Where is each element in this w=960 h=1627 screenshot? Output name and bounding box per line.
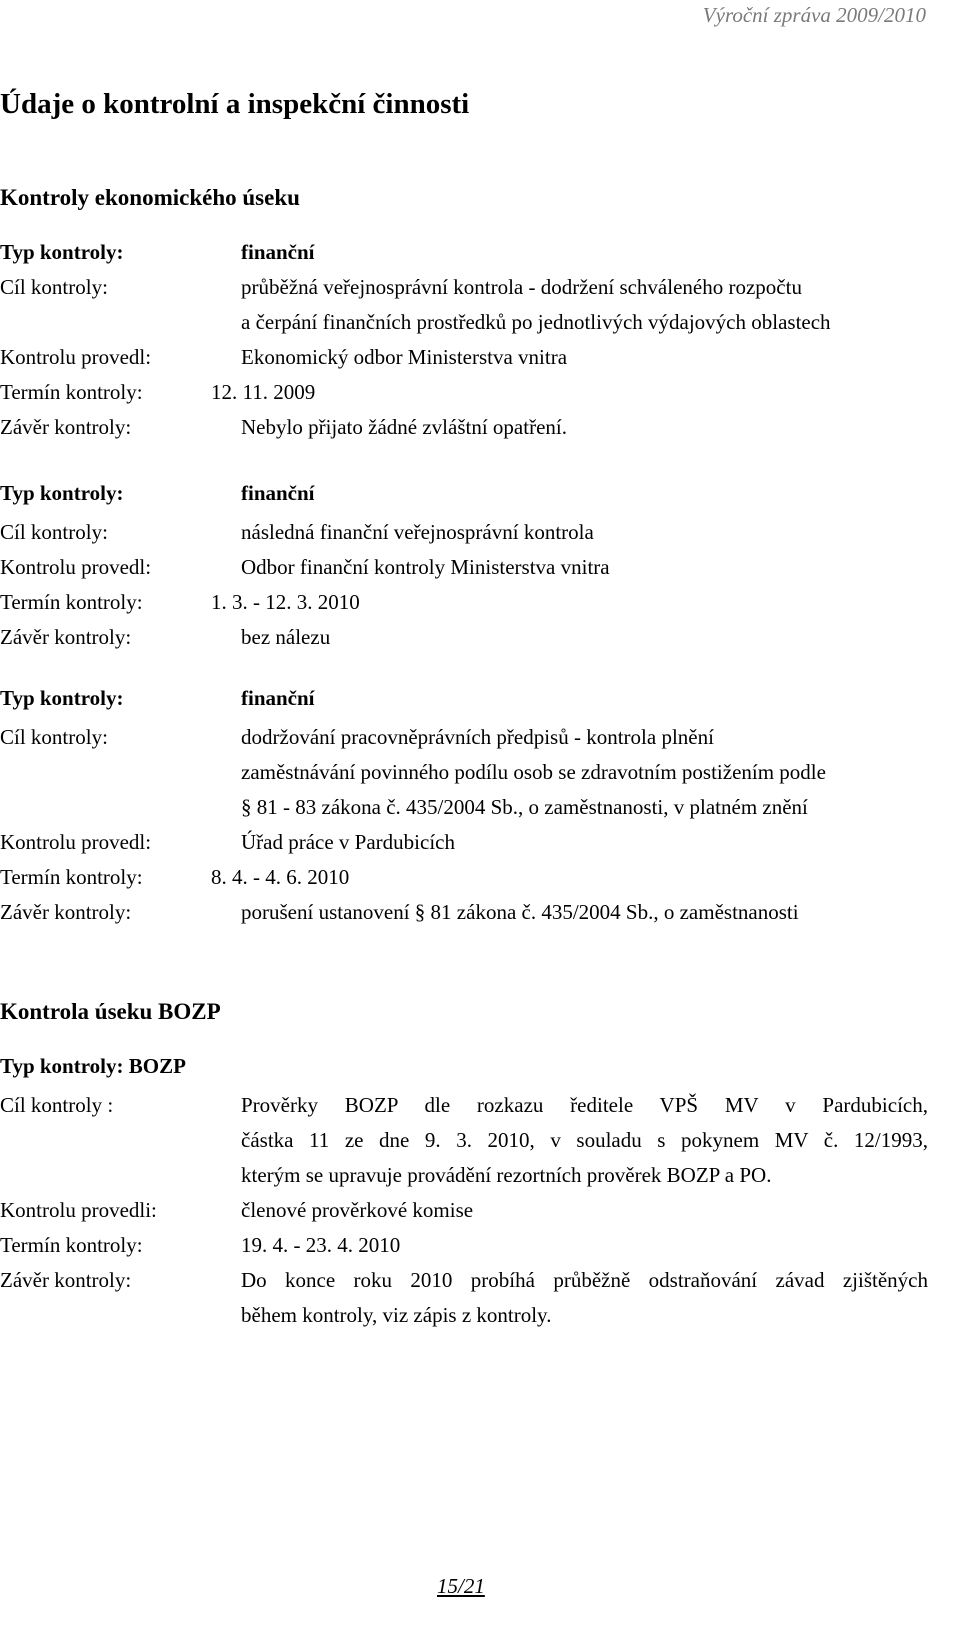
control-block-2 bbox=[0, 476, 928, 655]
control-type-value: finanční bbox=[241, 481, 315, 505]
control-type-row bbox=[0, 476, 928, 511]
bozp-goal-line: částka 11 ze dne 9. 3. 2010, v souladu s pokynem MV č. 12/1993, bbox=[241, 1128, 928, 1152]
control-performed-value: Ekonomický odbor Ministerstva vnitra bbox=[241, 345, 568, 369]
control-type-row bbox=[0, 235, 928, 270]
control-conclusion-row bbox=[0, 620, 928, 655]
bozp-type-line: Typ kontroly: BOZP bbox=[0, 1054, 186, 1078]
bozp-conclusion-line: během kontroly, viz zápis z kontroly. bbox=[241, 1303, 552, 1327]
bozp-conclusion-row bbox=[0, 1263, 928, 1333]
control-date-value: 8. 4. - 4. 6. 2010 bbox=[211, 865, 350, 889]
control-goal-label: Cíl kontroly: bbox=[0, 275, 108, 299]
control-goal-row bbox=[0, 720, 928, 825]
page-number: 15/21 bbox=[437, 1574, 485, 1598]
control-performed-row bbox=[0, 550, 928, 585]
control-conclusion-label: Závěr kontroly: bbox=[0, 415, 132, 439]
control-goal-line: § 81 - 83 zákona č. 435/2004 Sb., o zaměstnanosti, v platném znění bbox=[241, 795, 808, 819]
control-type-value: finanční bbox=[241, 240, 315, 264]
bozp-type-row bbox=[0, 1049, 928, 1084]
control-conclusion-label: Závěr kontroly: bbox=[0, 900, 132, 924]
bozp-performed-label: Kontrolu provedli: bbox=[0, 1198, 157, 1222]
control-performed-value: Odbor finanční kontroly Ministerstva vnitra bbox=[241, 555, 610, 579]
control-performed-label: Kontrolu provedl: bbox=[0, 555, 152, 579]
bozp-conclusion-value bbox=[241, 1263, 928, 1333]
bozp-date-row bbox=[0, 1228, 928, 1263]
control-date-label: Termín kontroly: bbox=[0, 590, 143, 614]
control-type-label: Typ kontroly: bbox=[0, 481, 124, 505]
control-date-value: 1. 3. - 12. 3. 2010 bbox=[211, 590, 360, 614]
control-goal-line: průběžná veřejnosprávní kontrola - dodržení schváleného rozpočtu bbox=[241, 275, 802, 299]
control-date-label: Termín kontroly: bbox=[0, 865, 143, 889]
control-performed-value: Úřad práce v Pardubicích bbox=[241, 830, 455, 854]
control-type-value: finanční bbox=[241, 686, 315, 710]
control-date-row bbox=[0, 585, 928, 620]
bozp-goal-row bbox=[0, 1088, 928, 1193]
control-conclusion-row bbox=[0, 410, 928, 445]
control-conclusion-label: Závěr kontroly: bbox=[0, 625, 132, 649]
control-performed-label: Kontrolu provedl: bbox=[0, 345, 152, 369]
control-conclusion-value: bez nálezu bbox=[241, 625, 331, 649]
control-goal-row bbox=[0, 515, 928, 550]
control-conclusion-row bbox=[0, 895, 928, 930]
control-date-row bbox=[0, 860, 928, 895]
control-goal-value bbox=[241, 270, 928, 340]
section-title-economic: Kontroly ekonomického úseku bbox=[0, 185, 300, 210]
control-conclusion-value: Nebylo přijato žádné zvláštní opatření. bbox=[241, 415, 567, 439]
control-performed-row bbox=[0, 340, 928, 375]
control-type-label: Typ kontroly: bbox=[0, 240, 124, 264]
control-date-value: 12. 11. 2009 bbox=[211, 380, 316, 404]
bozp-date-label: Termín kontroly: bbox=[0, 1233, 143, 1257]
control-goal-line: zaměstnávání povinného podílu osob se zdravotním postižením podle bbox=[241, 760, 826, 784]
control-goal-line: dodržování pracovněprávních předpisů - kontrola plnění bbox=[241, 725, 714, 749]
control-performed-label: Kontrolu provedl: bbox=[0, 830, 152, 854]
control-goal-label: Cíl kontroly: bbox=[0, 520, 108, 544]
running-header: Výroční zpráva 2009/2010 bbox=[702, 3, 926, 27]
control-goal-line: a čerpání finančních prostředků po jednotlivých výdajových oblastech bbox=[241, 310, 831, 334]
control-date-label: Termín kontroly: bbox=[0, 380, 143, 404]
bozp-goal-label: Cíl kontroly : bbox=[0, 1093, 114, 1117]
bozp-goal-line: kterým se upravuje provádění rezortních prověrek BOZP a PO. bbox=[241, 1163, 772, 1187]
control-type-row bbox=[0, 681, 928, 716]
control-goal-value bbox=[241, 720, 928, 825]
control-goal-row bbox=[0, 270, 928, 340]
control-type-label: Typ kontroly: bbox=[0, 686, 124, 710]
control-conclusion-value: porušení ustanovení § 81 zákona č. 435/2004 Sb., o zaměstnanosti bbox=[241, 900, 799, 924]
bozp-goal-line: Prověrky BOZP dle rozkazu ředitele VPŠ MV v Pardubicích, bbox=[241, 1093, 928, 1117]
bozp-performed-value: členové prověrkové komise bbox=[241, 1198, 474, 1222]
bozp-conclusion-label: Závěr kontroly: bbox=[0, 1268, 132, 1292]
control-performed-row bbox=[0, 825, 928, 860]
bozp-performed-row bbox=[0, 1193, 928, 1228]
bozp-block bbox=[0, 1049, 928, 1333]
control-goal-value: následná finanční veřejnosprávní kontrola bbox=[241, 520, 594, 544]
control-block-1 bbox=[0, 235, 928, 445]
bozp-date-value: 19. 4. - 23. 4. 2010 bbox=[241, 1233, 401, 1257]
control-date-row bbox=[0, 375, 928, 410]
page-title: Údaje o kontrolní a inspekční činnosti bbox=[0, 88, 470, 120]
bozp-goal-value bbox=[241, 1088, 928, 1193]
bozp-conclusion-line: Do konce roku 2010 probíhá průběžně odstraňování závad zjištěných bbox=[241, 1268, 928, 1292]
control-goal-label: Cíl kontroly: bbox=[0, 725, 108, 749]
section-title-bozp: Kontrola úseku BOZP bbox=[0, 999, 221, 1024]
control-block-3 bbox=[0, 681, 928, 930]
